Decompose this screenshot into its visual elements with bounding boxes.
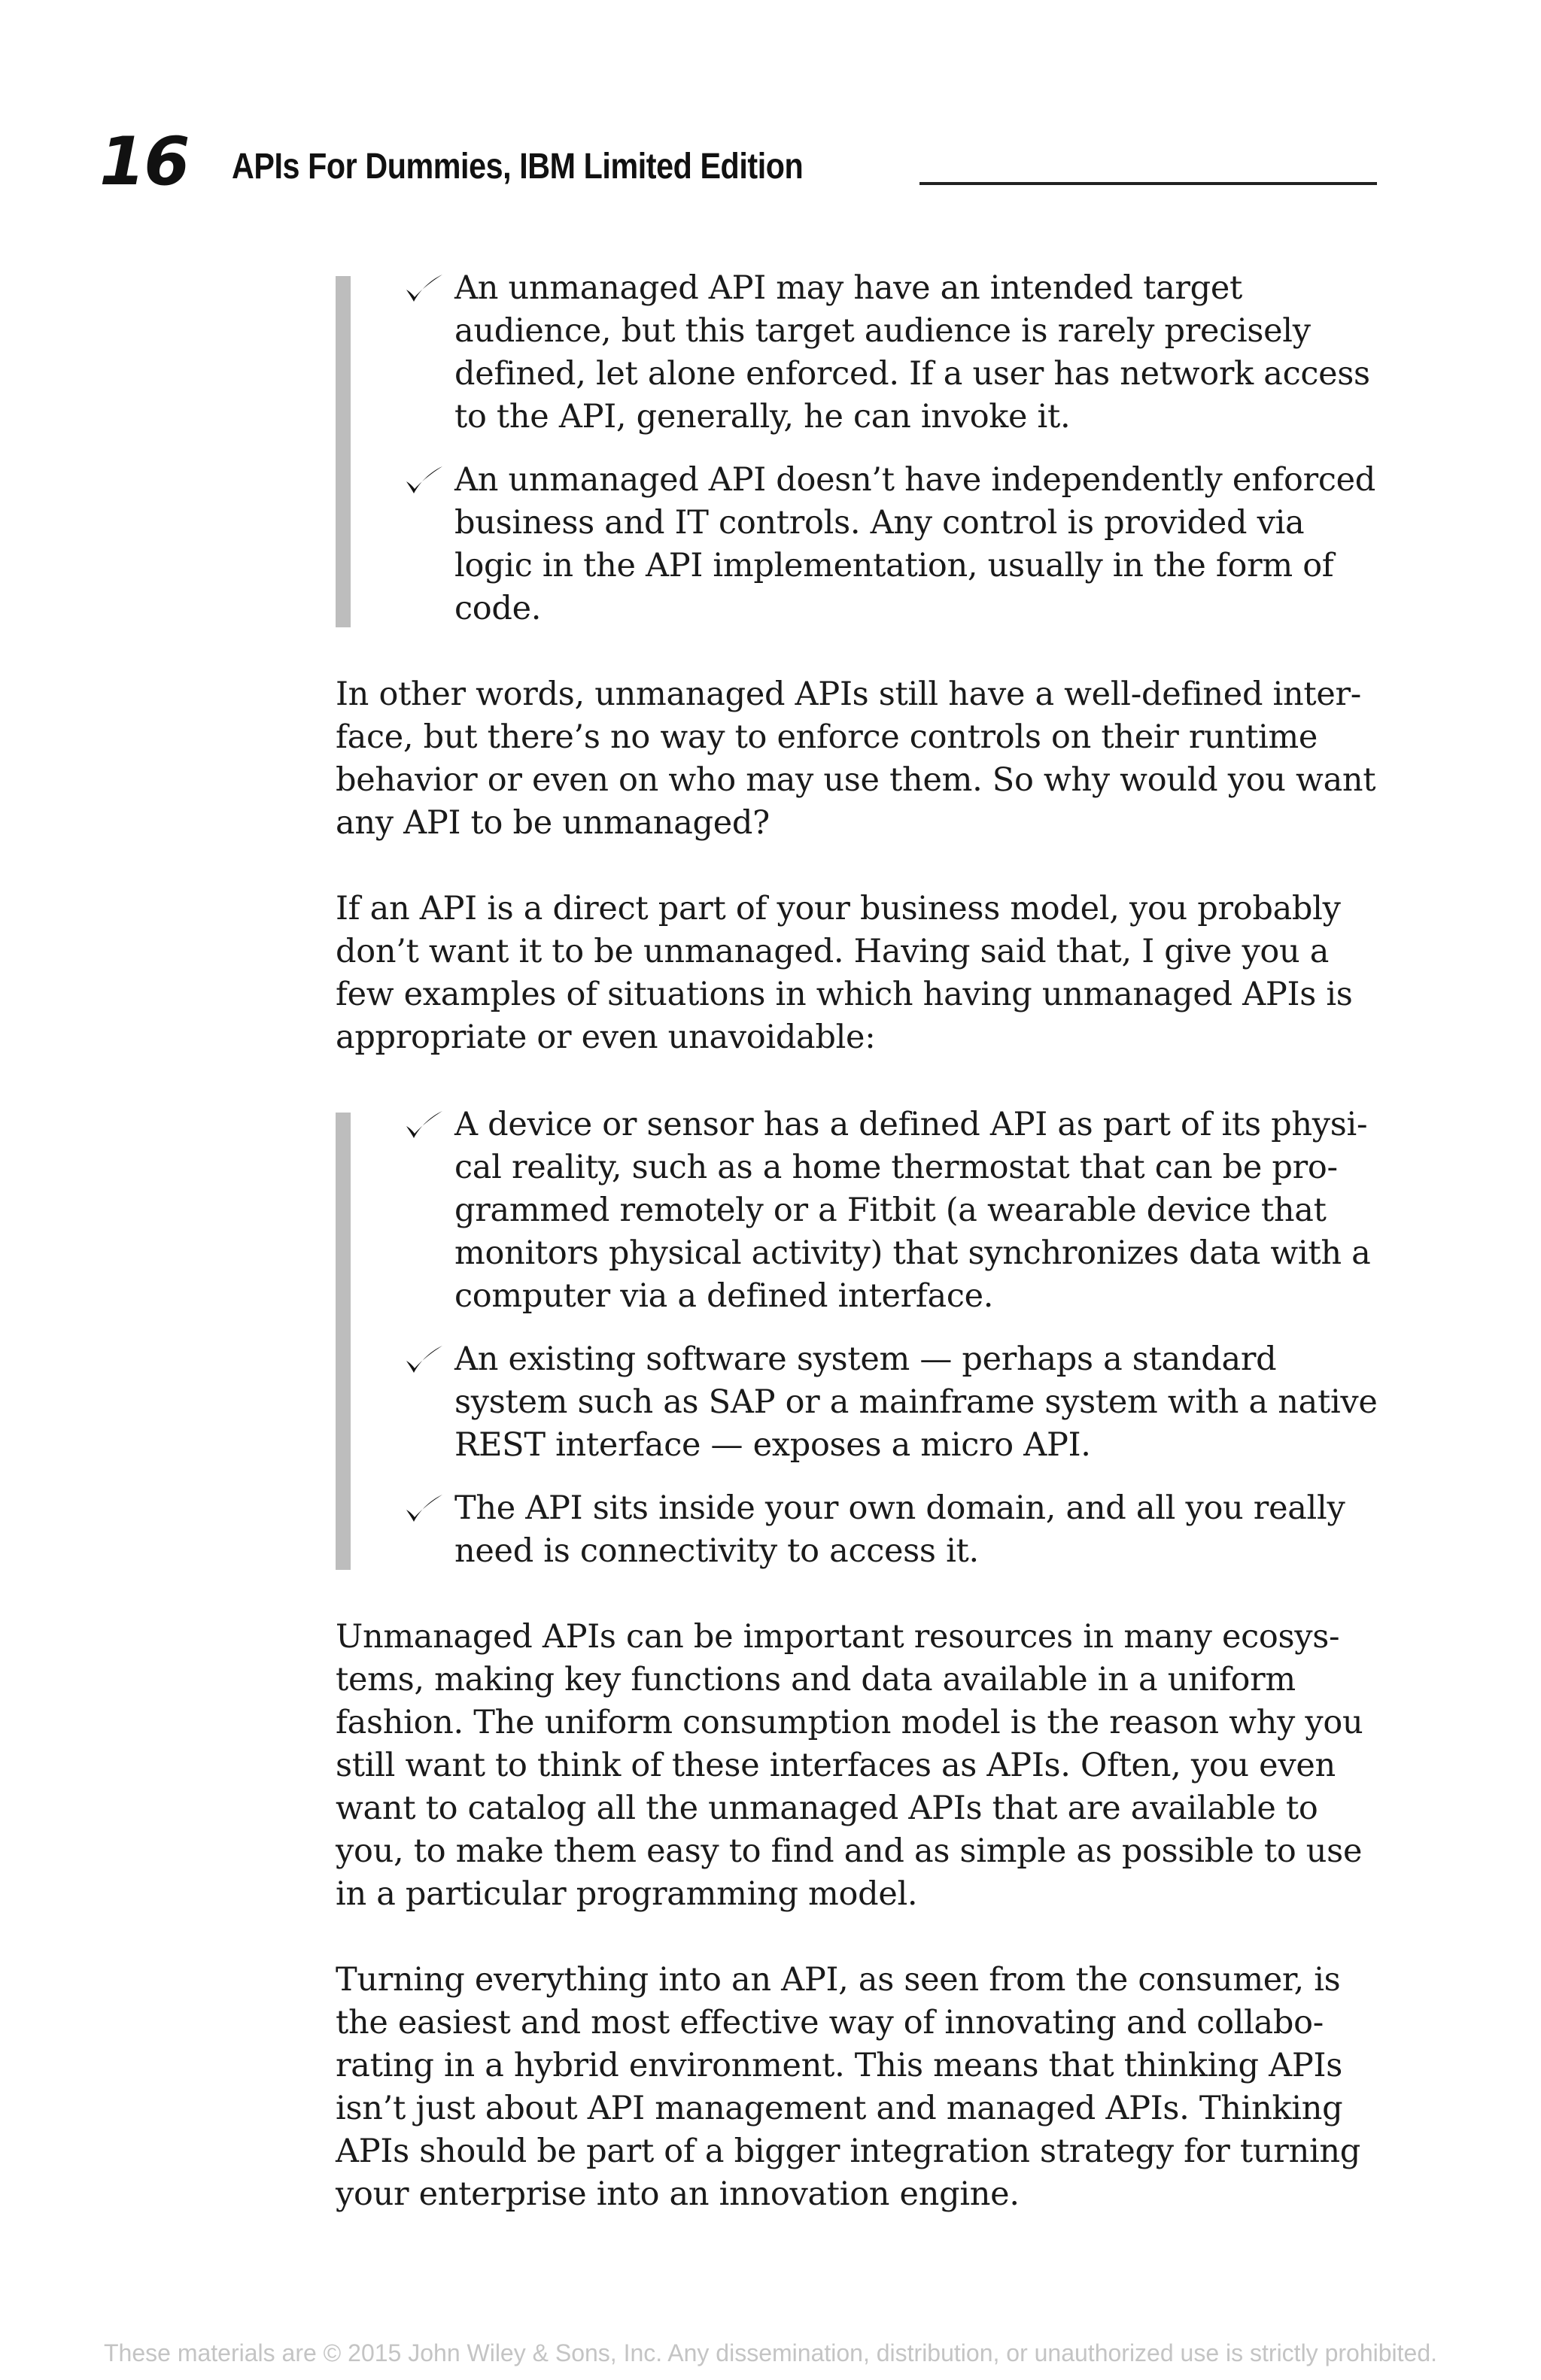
bullet-list — [336, 267, 1381, 630]
checkmark-icon — [403, 1343, 445, 1376]
list-item — [411, 459, 1381, 630]
list-item-text: The API sits inside your own domain, and all you really need is connectivity to access it. — [454, 1489, 1345, 1570]
paragraph: Turning everything into an API, as seen from the consumer, is the easiest and most effective way of innovating and collaborating in a hybrid environment. This means that thinking APIs isn’t just about API management and managed APIs. Thinking APIs should be part of a bigger integration strategy for turning your enterprise into an innovation engine. — [336, 1961, 1361, 2213]
bullet-list — [336, 1103, 1381, 1573]
list-item — [411, 1487, 1381, 1573]
page-number: 16 — [99, 123, 189, 200]
title-rule — [919, 182, 1377, 185]
list-item-text: An unmanaged API doesn’t have independently enforced business and IT controls. Any control is provided via logic in the API implementation, usually in the form of code. — [454, 461, 1376, 627]
list-item-text: An unmanaged API may have an intended target audience, but this target audience is rarely precisely defined, let alone enforced. If a user has network access to the API, generally, he can invoke it. — [454, 269, 1370, 436]
checkmark-icon — [403, 463, 445, 496]
checkmark-icon — [403, 272, 445, 305]
checkmark-icon — [403, 1108, 445, 1141]
copyright-footer: These materials are © 2015 John Wiley & Sons, Inc. Any dissemination, distribution, or unauthorized use is strictly prohibited. — [104, 2339, 1437, 2366]
paragraph: Unmanaged APIs can be important resources in many ecosystems, making key functions and data available in a uniform fashion. The uniform consumption model is the reason why you still want to think of these interfaces as APIs. Often, you even want to catalog all the unmanaged APIs that are available to you, to make them easy to find and as simple as possible to use in a particular programming model. — [336, 1618, 1363, 1913]
paragraph: If an API is a direct part of your business model, you probably don’t want it to be unmanaged. Having said that, I give you a few examples of situations in which having unmanaged APIs is appropriate or even unavoidable: — [336, 890, 1353, 1056]
running-head — [95, 123, 1377, 200]
list-item — [411, 267, 1381, 439]
book-title: APIs For Dummies, IBM Limited Edition — [232, 147, 804, 187]
list-item-text: A device or sensor has a defined API as part of its physical reality, such as a home thermostat that can be programmed remotely or a Fitbit (a wearable device that monitors physical activity) that synchronizes data with a computer via a defined interface. — [454, 1106, 1371, 1315]
page-body — [336, 267, 1381, 2216]
checkmark-icon — [403, 1492, 445, 1525]
paragraph: In other words, unmanaged APIs still have a well-defined interface, but there’s no way to enforce controls on their runtime behavior or even on who may use them. So why would you want any API to be unmanaged? — [336, 675, 1376, 842]
list-item — [411, 1103, 1381, 1318]
list-item — [411, 1338, 1381, 1467]
list-item-text: An existing software system — perhaps a standard system such as SAP or a mainframe system with a native REST interface — exposes a micro API. — [454, 1340, 1378, 1464]
